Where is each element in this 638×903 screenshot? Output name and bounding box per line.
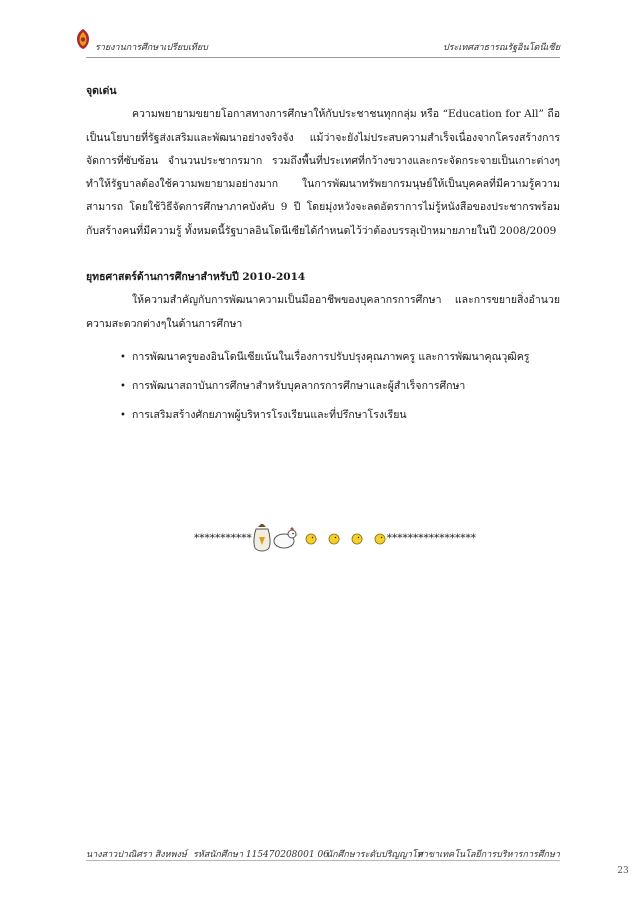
decorative-divider	[194, 523, 476, 553]
section-heading-strategy: ยุทธศาสตร์ด้านการศึกษาสำหรับปี 2010-2014	[86, 271, 306, 284]
footer-student-id: รหัสนักศึกษา 115470208001 06	[193, 850, 329, 860]
page-number: 23	[617, 866, 629, 876]
footer-author: นางสาวปาณิศรา สิงหพงษ์	[86, 850, 187, 860]
bullet-icon: •	[120, 351, 126, 363]
page-footer	[86, 848, 560, 861]
divider-stars-left: ***********	[194, 532, 252, 544]
chick-icon	[327, 531, 341, 545]
header-report-title: รายงานการศึกษาเปรียบเทียบ	[95, 43, 208, 53]
chick-icon	[350, 531, 364, 545]
bullet-icon: •	[120, 380, 126, 392]
chick-icon	[373, 531, 387, 545]
strategy-paragraph: ให้ความสำคัญกับการพัฒนาความเป็นมืออาชีพของบุคลากรการศึกษา และการขยายสิ่งอำนวยความสะดวกต่างๆในด้านการศึกษา	[86, 294, 560, 330]
hen-icon	[272, 526, 298, 550]
highlights-paragraph: ความพยายามขยายโอกาสทางการศึกษาให้กับประชาชนทุกกลุ่ม หรือ “Education for All” ถือเป็นนโยบายที่รัฐส่งเสริมและพัฒนาอย่างจริงจัง แม้ว่าจะยังไม่ประสบความสำเร็จเนื่องจากโครงสร้างการจัดการที่ซับซ้อน จำนวนประชากรมาก รวมถึงพื้นที่ประเทศที่กว้างขวางและกระจัดกระจายเป็นเกาะต่างๆ ทำให้รัฐบาลต้องใช้ความพยายามอย่างมาก ในการพัฒนาทรัพยากรมนุษย์ให้เป็นบุคคลที่มีความรู้ความสามารถ โดยใช้วิธีจัดการศึกษาภาคบังคับ 9 ปี โดยมุ่งหวังจะลดอัตราการไม่รู้หนังสือของประชากรพร้อมกับสร้างคนที่มีความรู้ ทั้งหมดนี้รัฐบาลอินโดนีเซียได้กำหนดไว้ว่าต้องบรรลุเป้าหมายภายในปี 2008/2009	[86, 108, 560, 237]
document-body	[86, 80, 560, 430]
strategy-bullet-list	[86, 343, 560, 430]
page-header	[86, 35, 560, 58]
bullet-icon: •	[120, 409, 126, 421]
footer-status: นักศึกษาระดับปริญญาโท	[326, 850, 423, 860]
bullet-text: การพัฒนาครูของอินโดนีเซียเน้นในเรื่องการปรับปรุงคุณภาพครู และการพัฒนาคุณวุฒิครู	[132, 350, 530, 363]
bullet-text: การพัฒนาสถาบันการศึกษาสำหรับบุคลากรการศึกษาและผู้สำเร็จการศึกษา	[132, 379, 466, 392]
list-item	[120, 372, 560, 401]
divider-stars-right: *****************	[386, 532, 476, 544]
list-item	[120, 401, 560, 430]
bullet-text: การเสริมสร้างศักยภาพผู้บริหารโรงเรียนและที่ปรึกษาโรงเรียน	[132, 408, 407, 421]
list-item	[120, 343, 560, 372]
bag-icon	[252, 523, 272, 553]
chick-icon	[304, 531, 318, 545]
footer-program: สาขาเทคโนโลยีการบริหารการศึกษา	[417, 850, 560, 860]
header-country-title: ประเทศสาธารณรัฐอินโดนีเซีย	[442, 43, 560, 53]
university-logo-icon	[75, 28, 91, 50]
section-heading-highlights: จุดเด่น	[86, 85, 117, 97]
